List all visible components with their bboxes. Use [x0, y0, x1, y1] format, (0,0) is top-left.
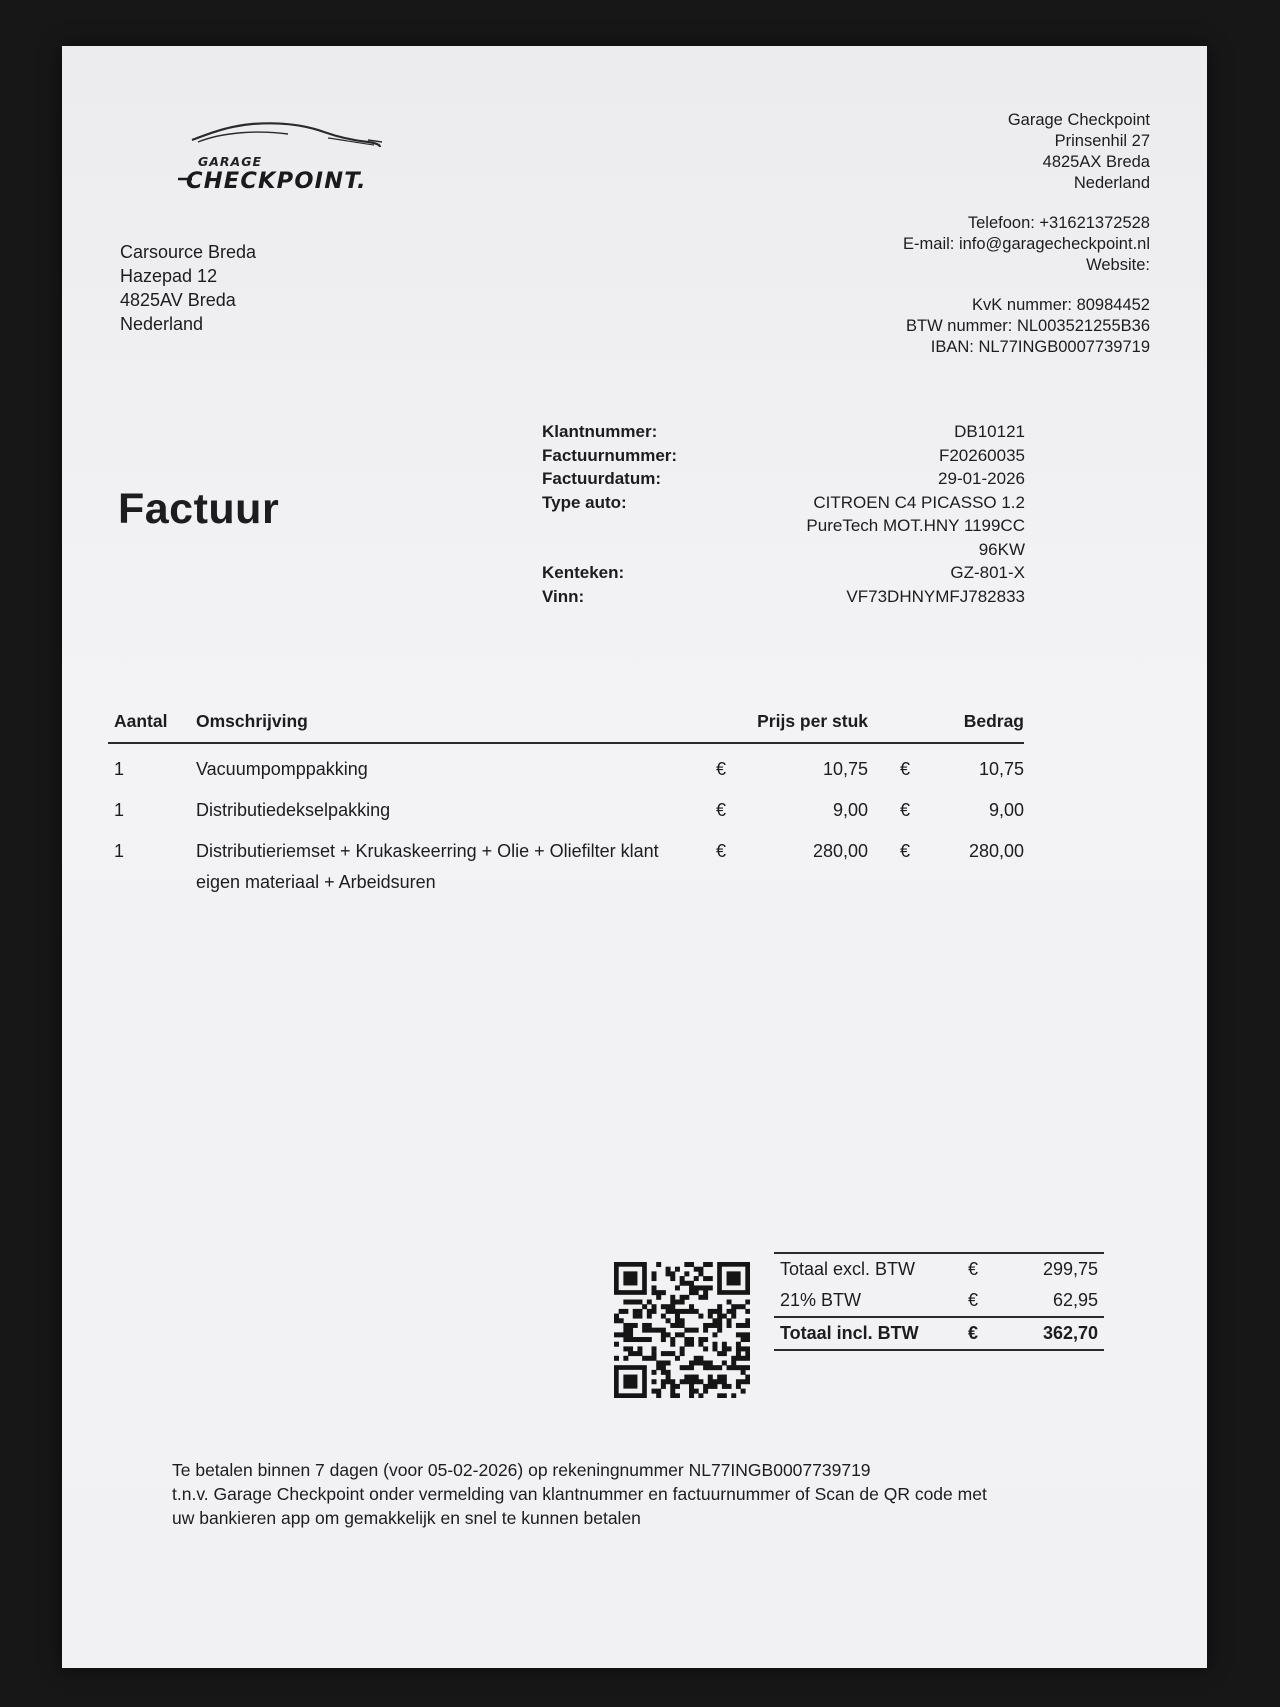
customer-city: 4825AV Breda	[120, 290, 236, 310]
row-amount: 9,00	[988, 800, 1024, 820]
total-incl-value: 362,70	[1042, 1323, 1098, 1343]
row-desc: Vacuumpomppakking	[196, 759, 368, 779]
meta-value: DB10121	[954, 422, 1025, 441]
meta-value: 29-01-2026	[938, 469, 1025, 488]
total-btw-row	[774, 1285, 1104, 1316]
meta-value: F20260035	[938, 445, 1025, 465]
totals-block	[774, 1252, 1104, 1351]
company-kvk: KvK nummer: 80984452	[972, 296, 1150, 314]
company-iban: IBAN: NL77INGB0007739719	[930, 338, 1150, 356]
payment-qr-code	[614, 1262, 750, 1398]
meta-value: GZ-801-X	[950, 563, 1025, 582]
company-btw: BTW nummer: NL003521255B36	[906, 317, 1150, 335]
typeauto-line2: PureTech MOT.HNY 1199CC	[806, 516, 1025, 535]
company-logo	[128, 112, 388, 192]
company-email: E-mail: info@garagecheckpoint.nl	[903, 235, 1150, 253]
table-row	[108, 744, 1024, 785]
customer-name: Carsource Breda	[120, 242, 257, 262]
table-header	[108, 696, 1024, 744]
meta-value	[806, 491, 1025, 562]
header-desc: Omschrijving	[196, 711, 308, 731]
row-currency: €	[899, 759, 910, 779]
logo-line2: CHECKPOINT.	[186, 168, 367, 192]
invoice-meta	[542, 420, 1025, 608]
footer-line2: t.n.v. Garage Checkpoint onder vermelding van klantnummer en factuurnummer of Scan de QR code met	[172, 1484, 987, 1504]
invoice-title: Factuur	[118, 485, 280, 533]
row-qty: 1	[114, 841, 125, 861]
row-price: 280,00	[812, 841, 868, 861]
total-incl-row	[774, 1318, 1104, 1349]
row-desc-line2: eigen materiaal + Arbeidsuren	[196, 872, 436, 892]
meta-row-factuurdatum	[542, 467, 1025, 491]
typeauto-line1: CITROEN C4 PICASSO 1.2	[813, 492, 1025, 512]
meta-label: Factuurnummer:	[542, 445, 678, 465]
meta-row-typeauto	[542, 491, 1025, 562]
company-city: 4825AX Breda	[1042, 153, 1150, 171]
payment-instructions	[172, 1458, 1092, 1530]
total-incl-label: Totaal incl. BTW	[780, 1323, 919, 1343]
total-excl-row	[774, 1254, 1104, 1285]
row-currency: €	[716, 759, 727, 779]
meta-row-vinn	[542, 585, 1025, 609]
row-currency: €	[716, 800, 727, 820]
row-currency: €	[716, 841, 727, 861]
line-items-table	[108, 696, 1024, 898]
logo-line1: GARAGE	[198, 154, 263, 169]
meta-label: Kenteken:	[542, 563, 625, 582]
customer-address-block	[120, 240, 256, 336]
row-amount: 10,75	[978, 759, 1024, 779]
total-currency: €	[968, 1290, 979, 1310]
meta-row-factuurnummer	[542, 444, 1025, 468]
footer-line3: uw bankieren app om gemakkelijk en snel te kunnen betalen	[172, 1508, 641, 1528]
company-street: Prinsenhil 27	[1054, 132, 1150, 150]
row-desc-line1: Distributieriemset + Krukaskeerring + Olie + Oliefilter klant	[196, 841, 659, 861]
total-btw-value: 62,95	[1052, 1290, 1098, 1310]
total-btw-label: 21% BTW	[780, 1290, 862, 1310]
total-excl-value: 299,75	[1042, 1259, 1098, 1279]
typeauto-line3: 96KW	[978, 539, 1025, 559]
meta-label: Klantnummer:	[542, 422, 658, 441]
meta-label: Factuurdatum:	[542, 469, 661, 488]
row-currency: €	[899, 841, 910, 861]
row-qty: 1	[114, 800, 125, 820]
company-name: Garage Checkpoint	[1007, 111, 1150, 129]
header-qty: Aantal	[114, 711, 168, 731]
total-currency: €	[968, 1323, 979, 1343]
meta-label: Type auto:	[542, 492, 627, 512]
customer-street: Hazepad 12	[120, 266, 218, 286]
meta-row-kenteken	[542, 561, 1025, 585]
row-currency: €	[899, 800, 910, 820]
row-qty: 1	[114, 759, 125, 779]
footer-line1: Te betalen binnen 7 dagen (voor 05-02-2026) op rekeningnummer NL77INGB0007739719	[172, 1460, 871, 1480]
row-desc	[196, 836, 716, 898]
row-desc: Distributiedekselpakking	[196, 800, 391, 820]
meta-label: Vinn:	[542, 586, 585, 606]
company-phone: Telefoon: +31621372528	[967, 214, 1150, 232]
total-excl-label: Totaal excl. BTW	[780, 1259, 916, 1279]
company-country: Nederland	[1073, 174, 1150, 192]
meta-row-klantnummer	[542, 420, 1025, 444]
header-price: Prijs per stuk	[757, 711, 868, 731]
row-price: 10,75	[822, 759, 868, 779]
company-address-block	[903, 110, 1150, 358]
customer-country: Nederland	[120, 314, 204, 334]
table-row	[108, 826, 1024, 898]
total-currency: €	[968, 1259, 979, 1279]
company-website: Website:	[1086, 256, 1150, 274]
header-amount: Bedrag	[963, 711, 1024, 731]
table-row	[108, 785, 1024, 826]
meta-value: VF73DHNYMFJ782833	[846, 586, 1025, 606]
row-amount: 280,00	[968, 841, 1024, 861]
row-price: 9,00	[832, 800, 868, 820]
